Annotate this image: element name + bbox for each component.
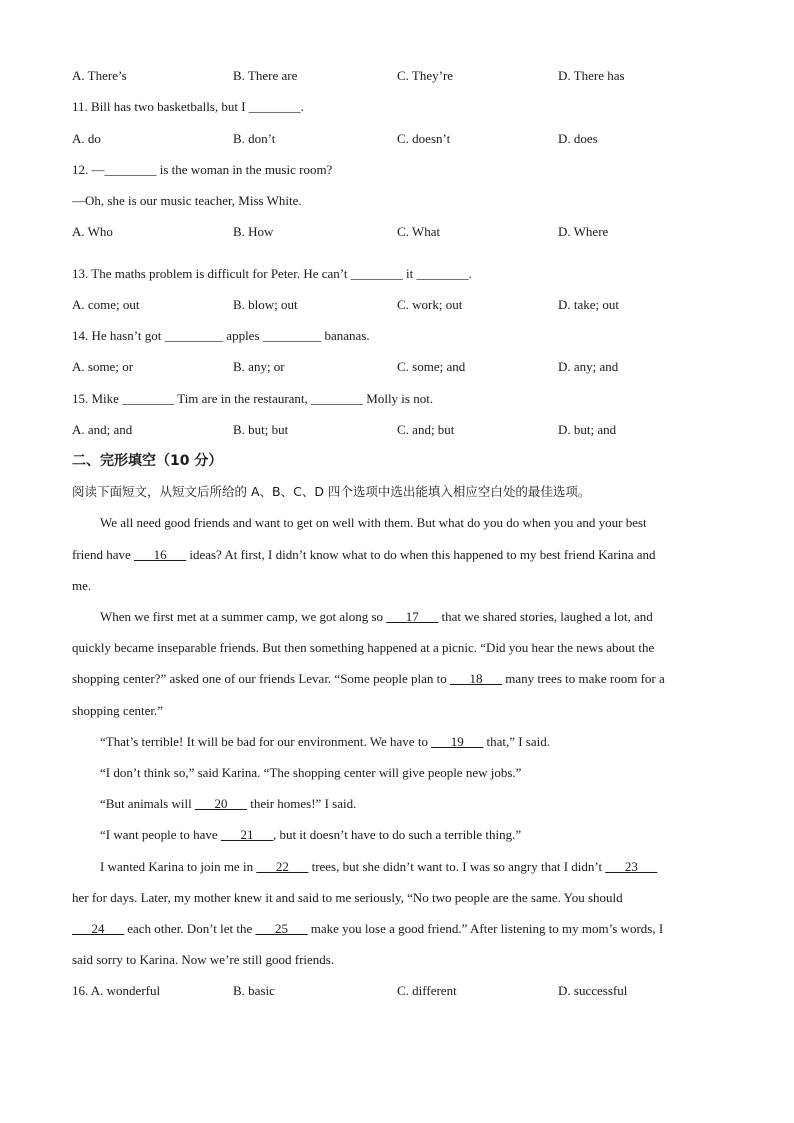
q11-options	[0, 130, 794, 148]
q16-option-b: B. basic	[233, 983, 275, 998]
blank-17: ___17___	[386, 609, 439, 624]
blank-22: ___22___	[256, 859, 309, 874]
section-instruction: 阅读下面短文，从短文后所给的 A、B、C、D 四个选项中选出能填入相应空白处的最佳选项。	[72, 484, 591, 499]
blank-16: ___16___	[134, 547, 187, 562]
passage-text: each other. Don’t let the	[124, 921, 256, 936]
passage-line	[100, 858, 750, 876]
q12-option-c: C. What	[397, 224, 441, 239]
passage-line	[72, 920, 722, 938]
q14-stem: 14. He hasn’t got _________ apples _________ bananas.	[72, 328, 370, 343]
q16-options	[0, 982, 794, 1000]
passage-line: quickly became inseparable friends. But then something happened at a picnic. “Did you hear the news about the	[72, 640, 655, 655]
passage-line: shopping center.”	[72, 703, 163, 718]
blank-24: ___24___	[72, 921, 124, 936]
q12-options	[0, 223, 794, 241]
blank-20: ___20___	[194, 796, 247, 811]
passage-line: We all need good friends and want to get on well with them. But what do you do when you and your best	[100, 515, 647, 530]
q11-option-c: C. doesn’t	[397, 131, 451, 146]
q16-option-a: 16. A. wonderful	[72, 983, 161, 998]
q13-option-a: A. come; out	[72, 297, 140, 312]
q10-options	[0, 67, 794, 85]
q14-options	[0, 358, 794, 376]
passage-line	[100, 795, 750, 813]
q12-option-d: D. Where	[558, 224, 609, 239]
blank-18: ___18___	[449, 671, 502, 686]
passage-text: “That’s terrible! It will be bad for our environment. We have to	[100, 734, 432, 749]
passage-text: many trees to make room for a	[501, 671, 665, 686]
passage-line: me.	[72, 578, 92, 593]
passage-line	[100, 826, 750, 844]
q10-option-a: A. There’s	[72, 68, 127, 83]
passage-text: that,” I said.	[483, 734, 550, 749]
q13-stem: 13. The maths problem is difficult for Peter. He can’t ________ it ________.	[72, 266, 472, 281]
q11-stem: 11. Bill has two basketballs, but I ________.	[72, 99, 305, 114]
passage-text: , but it doesn’t have to do such a terrible thing.”	[272, 827, 522, 842]
passage-text: make you lose a good friend.” After listening to my mom’s words, I	[307, 921, 664, 936]
passage-text: trees, but she didn’t want to. I was so angry that I didn’t	[308, 859, 606, 874]
q14-option-d: D. any; and	[558, 359, 619, 374]
passage-line	[72, 546, 722, 564]
q14-option-b: B. any; or	[233, 359, 285, 374]
q16-option-d: D. successful	[558, 983, 628, 998]
passage-line	[100, 608, 750, 626]
q15-option-b: B. but; but	[233, 422, 289, 437]
blank-21: ___21___	[220, 827, 273, 842]
section-heading: 二、完形填空（10 分）	[72, 453, 223, 469]
passage-text: their homes!” I said.	[246, 796, 357, 811]
q12-option-b: B. How	[233, 224, 274, 239]
q15-options	[0, 421, 794, 439]
passage-line: her for days. Later, my mother knew it and said to me seriously, “No two people are the same. You should	[72, 890, 623, 905]
passage-text: “But animals will	[100, 796, 195, 811]
passage-text: When we first met at a summer camp, we got along so	[100, 609, 387, 624]
q15-option-d: D. but; and	[558, 422, 617, 437]
blank-23: ___23___	[605, 859, 658, 874]
q14-option-a: A. some; or	[72, 359, 134, 374]
passage-line	[72, 670, 722, 688]
q14-option-c: C. some; and	[397, 359, 466, 374]
passage-line	[100, 733, 750, 751]
q13-option-c: C. work; out	[397, 297, 463, 312]
q15-stem: 15. Mike ________ Tim are in the restaurant, ________ Molly is not.	[72, 391, 434, 406]
q10-option-c: C. They’re	[397, 68, 454, 83]
q12-option-a: A. Who	[72, 224, 113, 239]
passage-text: friend have	[72, 547, 135, 562]
q13-option-d: D. take; out	[558, 297, 620, 312]
passage-text: I wanted Karina to join me in	[100, 859, 257, 874]
passage-line: said sorry to Karina. Now we’re still good friends.	[72, 952, 335, 967]
q11-option-d: D. does	[558, 131, 598, 146]
q16-option-c: C. different	[397, 983, 457, 998]
q15-option-a: A. and; and	[72, 422, 133, 437]
q13-option-b: B. blow; out	[233, 297, 298, 312]
passage-line: “I don’t think so,” said Karina. “The shopping center will give people new jobs.”	[100, 765, 522, 780]
q13-options	[0, 296, 794, 314]
blank-19: ___19___	[431, 734, 484, 749]
passage-text: ideas? At first, I didn’t know what to do when this happened to my best friend Karina and	[186, 547, 656, 562]
q11-option-b: B. don’t	[233, 131, 276, 146]
q10-option-d: D. There has	[558, 68, 625, 83]
passage-text: that we shared stories, laughed a lot, and	[438, 609, 653, 624]
passage-text: shopping center?” asked one of our friends Levar. “Some people plan to	[72, 671, 450, 686]
blank-25: ___25___	[255, 921, 308, 936]
q12-reply: —Oh, she is our music teacher, Miss White.	[72, 193, 302, 208]
q10-option-b: B. There are	[233, 68, 298, 83]
q12-stem: 12. —________ is the woman in the music room?	[72, 162, 333, 177]
q11-option-a: A. do	[72, 131, 101, 146]
passage-text: “I want people to have	[100, 827, 221, 842]
q15-option-c: C. and; but	[397, 422, 455, 437]
